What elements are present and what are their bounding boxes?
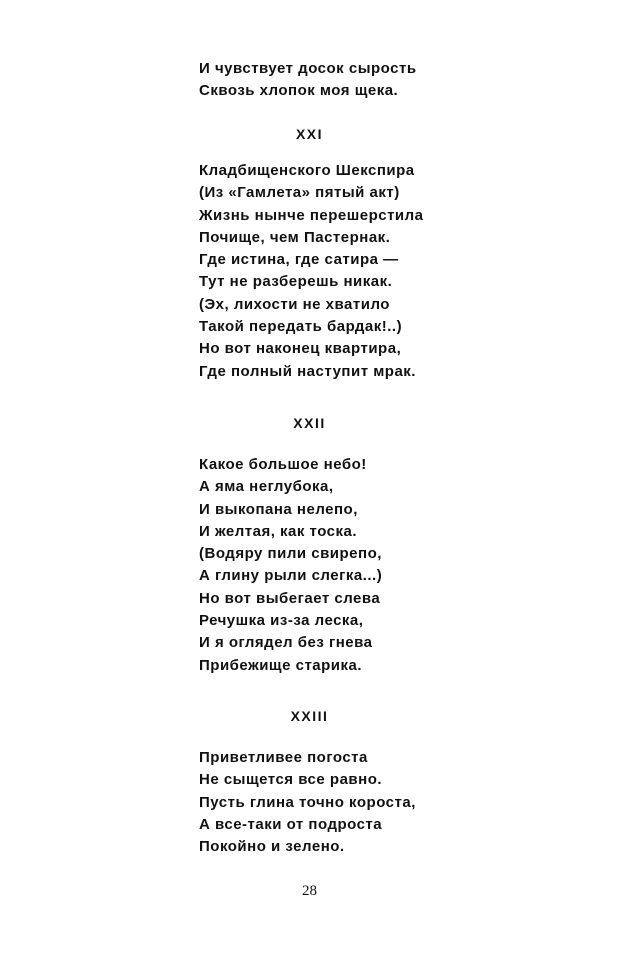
verse-line: А глину рыли слегка...) [199,567,383,585]
verse-line: Кладбищенского Шекспира [199,162,415,179]
verse-line: Жизнь нынче перешерстила [199,206,424,224]
verse-line: Тут не разберешь никак. [199,273,393,291]
verse-line: Какое большое небо! [199,456,367,473]
verse-line: А яма неглубока, [199,478,334,496]
verse-line: Но вот наконец квартира, [199,340,402,358]
verse-line: И я оглядел без гнева [199,634,373,652]
stanza-xxiii [199,747,499,858]
verse-line: (Эх, лихости не хватило [199,295,390,313]
section-heading-xxii: XXII [293,415,326,431]
section-heading-xxiii: XXIII [290,708,329,724]
verse-line: Где истина, где сатира — [199,251,399,269]
verse-line: Приветливее погоста [199,749,368,766]
section-heading-xxi: XXI [295,126,324,142]
verse-line: А все-таки от подроста [199,815,383,833]
stanza-xxii [199,454,499,677]
verse-line: Прибежище старика. [199,656,363,674]
verse-line: Такой передать бардак!..) [199,318,403,336]
verse-line: Пусть глина точно короста, [199,793,416,811]
verse-line: Но вот выбегает слева [199,589,381,607]
verse-line: Где полный наступит мрак. [199,362,416,380]
verse-line: И желтая, как тоска. [199,522,358,540]
verse-line: И выкопана нелепо, [199,500,358,518]
verse-line: Почище, чем Пастернак. [199,228,391,246]
verse-line: Не сыщется все равно. [199,771,383,789]
verse-line: (Водяру пили свирепо, [199,545,382,563]
verse-line: И чувствует досок сырость [199,60,417,77]
page-number: 28 [302,883,317,899]
verse-line: Сквозь хлопок моя щека. [199,82,399,100]
verse-line: (Из «Гамлета» пятый акт) [199,184,400,202]
stanza-intro [199,58,499,103]
verse-line: Покойно и зелено. [199,838,345,856]
stanza-xxi [199,160,499,383]
verse-line: Речушка из-за леска, [199,612,364,630]
